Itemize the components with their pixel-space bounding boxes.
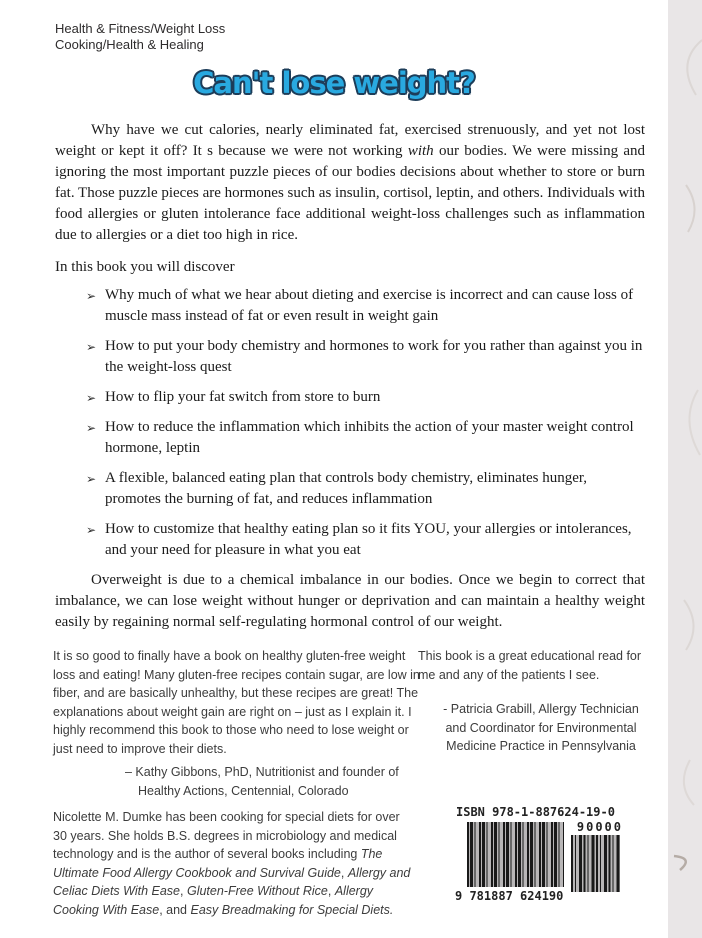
testimonial-quote: It is so good to finally have a book on healthy gluten-free weight loss and eating! Many gluten-free recipes contain sugar, are low in fiber, and are basically unhealthy, but these recipes are great! The explanations about weight gain are right on – just as I explain it. I highly recommend this book to those who need to lose weight or just need to improve their diets. bbox=[53, 649, 420, 756]
list-item bbox=[55, 417, 645, 459]
arrow-bullet-icon: ➢ bbox=[86, 340, 97, 354]
bio-book-title: Allergy Cooking With Ease bbox=[53, 884, 374, 917]
bio-book-title: The Ultimate Food Allergy Cookbook and Survival Guide bbox=[53, 847, 383, 880]
category-labels bbox=[55, 21, 225, 53]
bio-book-title: Gluten-Free Without Rice bbox=[186, 884, 328, 898]
arrow-bullet-icon: ➢ bbox=[86, 421, 97, 435]
intro-paragraph bbox=[55, 120, 645, 246]
list-item-text: How to customize that healthy eating plan so it fits YOU, your allergies or intolerances, and your need for pleasure in what you eat bbox=[105, 521, 632, 558]
category-line-2: Cooking/Health & Healing bbox=[55, 37, 204, 52]
arrow-bullet-icon: ➢ bbox=[86, 523, 97, 537]
barcode-digits: 9 781887 624190 bbox=[455, 887, 567, 903]
closing-paragraph: Overweight is due to a chemical imbalance in our bodies. Once we begin to correct that imbalance, we can lose weight without hunger or deprivation and can maintain a healthy weight easily by regaining normal self-regulating hormonal control of our weight. bbox=[55, 572, 645, 630]
list-item-text: A flexible, balanced eating plan that controls body chemistry, eliminates hunger, promotes the burning of fat, and reduces inflammation bbox=[105, 470, 588, 507]
intro-text-emphasis: with bbox=[407, 143, 434, 159]
author-bio bbox=[53, 808, 413, 919]
barcode-icon bbox=[467, 822, 564, 890]
intro-text-pre: Why have we cut calories, nearly eliminated fat, exercised strenuously, and yet not lost weight or kept it off? It s because we were not working bbox=[55, 122, 645, 159]
bio-book-title: Easy Breadmaking for Special Diets. bbox=[190, 902, 394, 917]
list-item bbox=[55, 468, 645, 510]
list-item bbox=[55, 387, 645, 408]
main-copy bbox=[55, 120, 645, 633]
list-item bbox=[55, 285, 645, 327]
isbn-number: ISBN 978-1-887624-19-0 bbox=[456, 805, 615, 819]
arrow-bullet-icon: ➢ bbox=[86, 472, 97, 486]
testimonial-attribution: – Kathy Gibbons, PhD, Nutritionist and founder of Healthy Actions, Centennial, Colorado bbox=[125, 765, 399, 798]
intro-text-post: our bodies. We were missing and ignoring the most important puzzle pieces of our bodies decisions about whether to store or burn fat. Those puzzle pieces are hormones such as insulin, cortisol, leptin, and others. Individuals with food allergies or gluten intolerance face additional weight-loss challenges such as inflammation due to allergies or a diet too high in rice. bbox=[55, 143, 646, 243]
bio-text: , and bbox=[159, 902, 191, 917]
arrow-bullet-icon: ➢ bbox=[86, 289, 97, 303]
testimonial-quote: This book is a great educational read for me and any of the patients I see. bbox=[418, 649, 642, 682]
list-item bbox=[55, 519, 645, 561]
bio-text: Nicolette M. Dumke has been cooking for special diets for over 30 years. She holds B.S. degrees in microbiology and medical technology and is the author of several books including bbox=[53, 810, 400, 861]
barcode-supplement-icon bbox=[571, 835, 620, 892]
barcode-price-code: 90000 bbox=[576, 820, 623, 834]
bio-text: , bbox=[327, 884, 335, 898]
list-item bbox=[55, 336, 645, 378]
testimonial-left bbox=[53, 647, 421, 800]
list-item-text: Why much of what we hear about dieting and exercise is incorrect and can cause loss of muscle mass instead of fat or even result in weight gain bbox=[105, 287, 634, 324]
list-item-text: How to reduce the inflammation which inhibits the action of your master weight control hormone, leptin bbox=[105, 419, 634, 456]
bio-text: , bbox=[340, 865, 348, 880]
list-item-text: How to flip your fat switch from store to burn bbox=[105, 389, 381, 405]
discover-heading: In this book you will discover bbox=[55, 259, 235, 275]
testimonial-attribution: - Patricia Grabill, Allergy Technician and Coordinator for Environmental Medicine Practice in Pennsylvania bbox=[443, 702, 639, 753]
texture-swirls bbox=[668, 0, 702, 938]
bio-text: , bbox=[180, 884, 187, 898]
bio-book-title: Allergy and Celiac Diets With Ease bbox=[53, 865, 411, 898]
arrow-bullet-icon: ➢ bbox=[86, 391, 97, 405]
discover-list bbox=[55, 285, 645, 561]
list-item-text: How to put your body chemistry and hormones to work for you rather than against you in the weight-loss quest bbox=[105, 338, 643, 375]
background-texture-strip bbox=[668, 0, 702, 938]
category-line-1: Health & Fitness/Weight Loss bbox=[55, 21, 226, 36]
book-title: Can't lose weight? bbox=[193, 66, 475, 100]
testimonial-right bbox=[418, 647, 650, 756]
